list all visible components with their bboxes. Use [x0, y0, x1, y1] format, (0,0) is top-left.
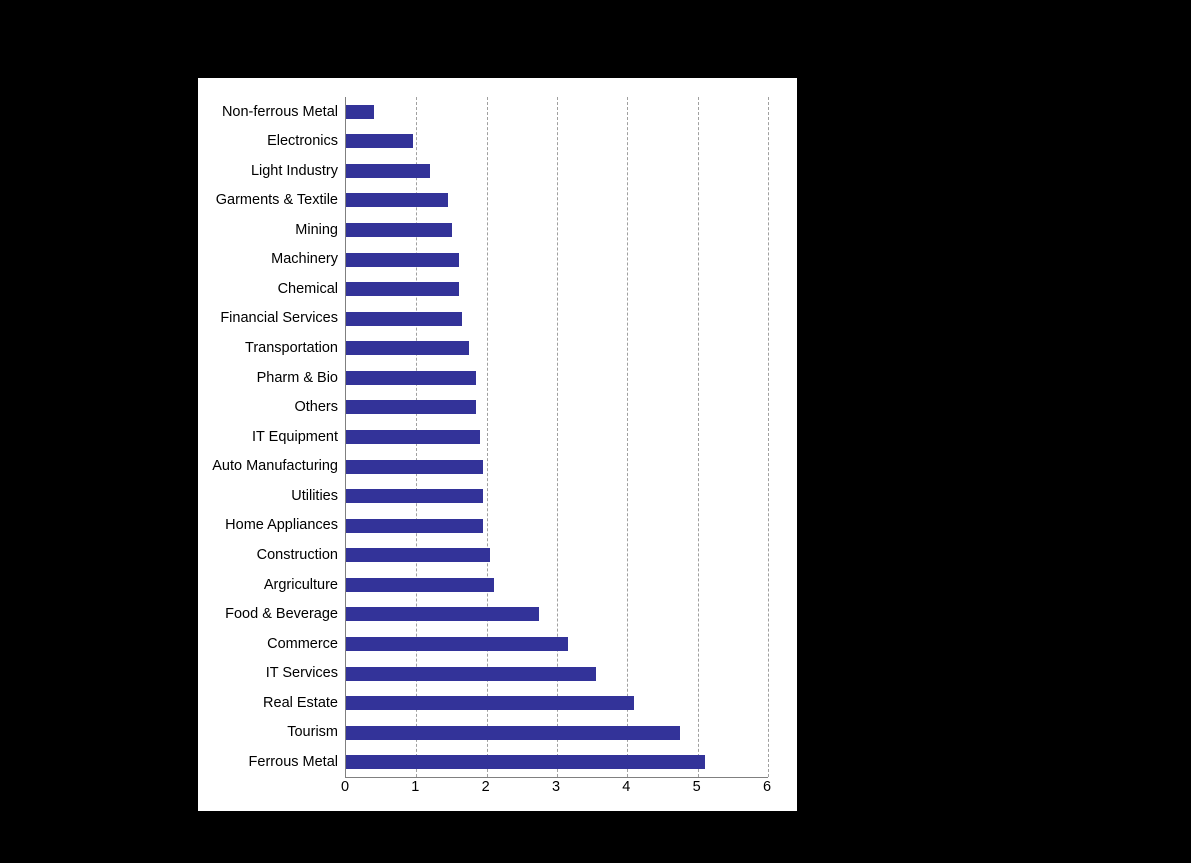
bar-row: [225, 511, 768, 541]
bar: [346, 519, 483, 533]
bar-row: [291, 481, 768, 511]
bar: [346, 578, 494, 592]
x-tick-label: 6: [762, 779, 772, 795]
category-label: Electronics: [267, 133, 338, 150]
bar: [346, 400, 476, 414]
category-label: Light Industry: [250, 162, 338, 179]
category-label: Argriculture: [263, 576, 338, 593]
bar-row: [250, 156, 768, 186]
bar: [346, 134, 413, 148]
bar: [346, 430, 480, 444]
bar-row: [256, 363, 768, 393]
bar-row: [215, 186, 768, 216]
category-label: Ferrous Metal: [248, 753, 338, 770]
bar-row: [267, 629, 768, 659]
bar: [346, 312, 462, 326]
bar: [346, 253, 459, 267]
category-label: Chemical: [277, 280, 338, 297]
bar-row: [252, 422, 768, 452]
bar: [346, 164, 430, 178]
bar: [346, 755, 705, 769]
category-label: Financial Services: [220, 310, 338, 327]
category-label: Pharm & Bio: [256, 369, 338, 386]
bar-row: [263, 570, 768, 600]
category-label: Tourism: [287, 724, 338, 741]
category-label: Utilities: [291, 487, 338, 504]
bar: [346, 282, 459, 296]
bar-row: [256, 540, 768, 570]
category-label: IT Equipment: [252, 428, 338, 445]
bar: [346, 105, 374, 119]
plot-area: [212, 97, 768, 778]
bar-row: [225, 600, 768, 630]
bar: [346, 371, 476, 385]
bar-row: [277, 274, 768, 304]
category-label: Non-ferrous Metal: [221, 103, 338, 120]
bar: [346, 696, 634, 710]
category-label: Others: [294, 399, 338, 416]
bar: [346, 667, 596, 681]
bar-rows: [212, 97, 768, 777]
gridline: [768, 97, 769, 777]
bar-row: [295, 215, 768, 245]
category-label: Machinery: [271, 251, 338, 268]
bar: [346, 726, 680, 740]
x-axis-tick-labels: [340, 779, 772, 801]
bar-row: [294, 393, 768, 423]
bar: [346, 489, 483, 503]
category-label: Auto Manufacturing: [212, 458, 338, 475]
bar-row: [271, 245, 768, 275]
bar-row: [245, 334, 768, 364]
bar-row: [287, 718, 768, 748]
category-label: Mining: [295, 221, 338, 238]
bar: [346, 341, 469, 355]
chart-panel: [198, 78, 797, 811]
x-tick-label: 4: [622, 779, 631, 795]
category-label: Garments & Textile: [215, 192, 338, 209]
bar-row: [221, 97, 768, 127]
bar-row: [212, 452, 768, 482]
bar: [346, 548, 490, 562]
x-tick-label: 3: [551, 779, 561, 795]
category-label: Home Appliances: [225, 517, 338, 534]
bar-row: [263, 688, 768, 718]
category-label: Real Estate: [263, 694, 338, 711]
x-tick-label: 5: [692, 779, 701, 795]
bar-row: [220, 304, 768, 334]
bar: [346, 607, 539, 621]
category-label: IT Services: [265, 665, 338, 682]
category-label: Food & Beverage: [225, 606, 338, 623]
bar-row: [265, 659, 768, 689]
bar: [346, 223, 452, 237]
category-label: Transportation: [245, 340, 338, 357]
bar-row: [267, 127, 768, 157]
category-label: Commerce: [267, 635, 338, 652]
bar: [346, 193, 448, 207]
x-tick-label: 2: [481, 779, 490, 795]
bar-row: [248, 747, 768, 777]
bar: [346, 460, 483, 474]
bar: [346, 637, 568, 651]
x-tick-label: 0: [340, 779, 350, 795]
category-label: Construction: [256, 547, 338, 563]
x-tick-label: 1: [411, 779, 420, 795]
